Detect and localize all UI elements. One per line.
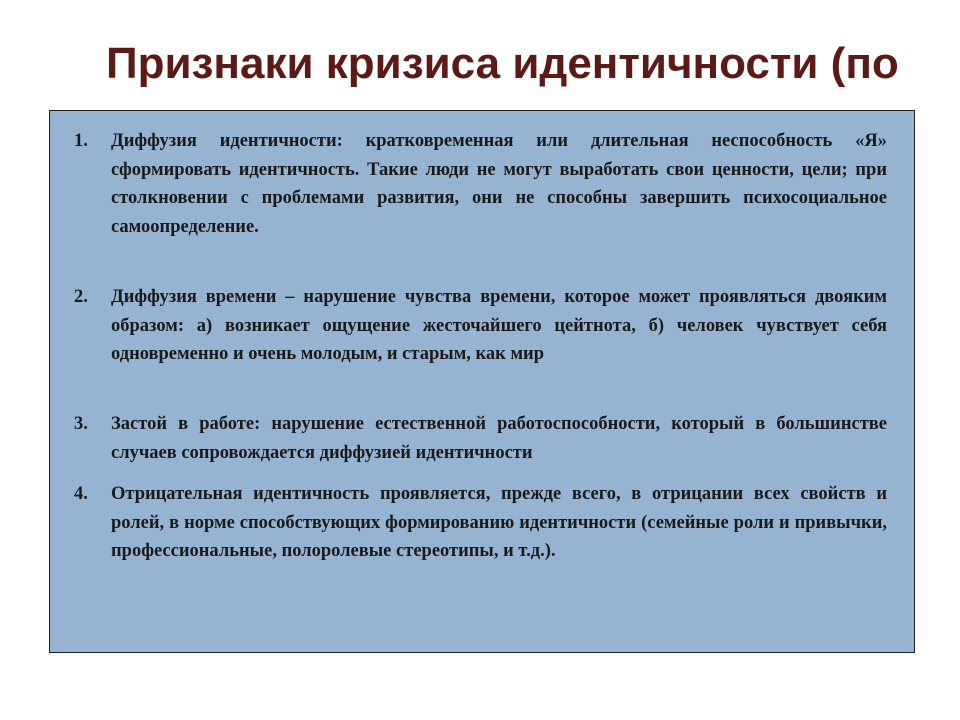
- list-item-number: 2.: [74, 287, 88, 307]
- slide-title: Признаки кризиса идентичности (по: [106, 39, 899, 88]
- list-item-text: Диффузия времени – нарушение чувства времени, которое может проявляться двояким образом: а) возникает ощущение жесточайшего цейтнота, б) человек чувствует себя одновременно и очень молодым, и старым, как мир: [111, 287, 887, 364]
- list-item-text: Отрицательная идентичность проявляется, прежде всего, в отрицании всех свойств и ролей, в норме способствующих формированию идентичности (семейные роли и привычки, профессиональные, полоролевые стереотипы, и т.д.).: [111, 484, 887, 561]
- content-box: [49, 110, 915, 653]
- list-item-number: 4.: [74, 484, 88, 504]
- list-item-4: [74, 480, 887, 566]
- list-item-1: [74, 127, 887, 241]
- list-item-number: 1.: [74, 131, 88, 151]
- list-item-text: Диффузия идентичности: кратковременная или длительная неспособность «Я» сформировать идентичность. Такие люди не могут выработать свои ценности, цели; при столкновении с проблемами развития, они не способны завершить психосоциальное самоопределение.: [111, 131, 887, 237]
- list-item-text: Застой в работе: нарушение естественной работоспособности, который в большинстве случаев сопровождается диффузией идентичности: [111, 414, 887, 463]
- list-item-3: [74, 410, 887, 467]
- list-item-2: [74, 283, 887, 369]
- list-item-number: 3.: [74, 414, 88, 434]
